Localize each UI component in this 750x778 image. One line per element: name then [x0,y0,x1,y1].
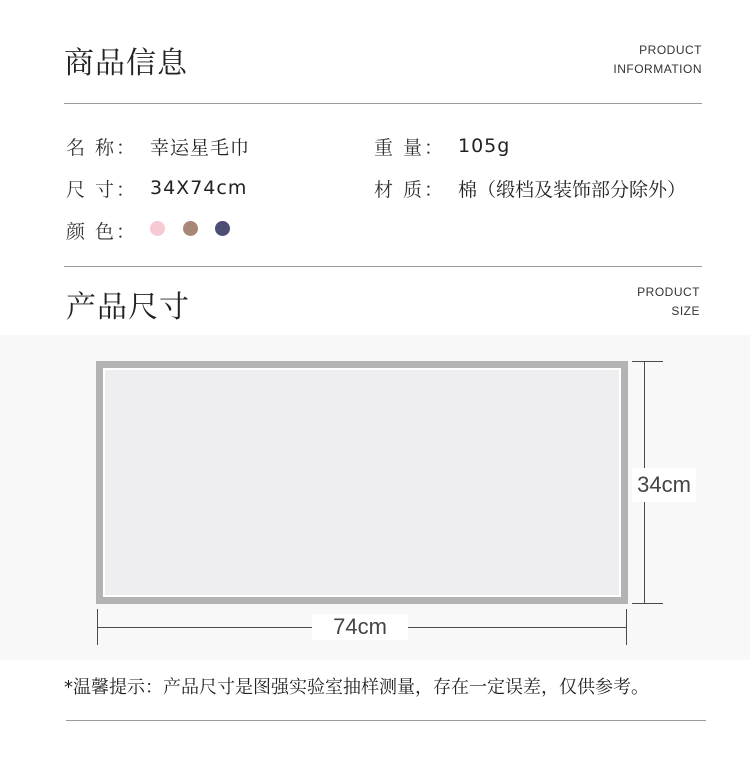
size-label: 尺 寸： [66,179,138,201]
size-value: 34X74cm [150,177,248,199]
height-dimension-label: 34cm [632,468,696,502]
subtitle-line-2: INFORMATION [613,62,702,76]
weight-label: 重 量： [374,137,446,159]
weight-value: 105g [458,135,511,157]
divider [64,266,702,267]
section-title-product-size: 产品尺寸 [66,290,190,325]
height-dimension-cap-bottom [632,603,663,604]
name-label: 名 称： [66,137,138,159]
towel-outline [96,361,628,604]
section-subtitle-product-info [590,41,702,79]
width-dimension-cap-left [97,609,98,645]
towel-body [103,368,621,597]
subtitle-line-1: PRODUCT [637,285,700,299]
section-subtitle-product-size [590,283,700,321]
material-label: 材 质： [374,179,446,201]
color-swatch-brown [183,221,198,236]
section-title-product-info: 商品信息 [64,46,188,81]
subtitle-line-1: PRODUCT [639,43,702,57]
divider [64,103,702,104]
color-label: 颜 色： [66,221,138,243]
width-dimension-label: 74cm [312,614,408,640]
color-swatch-pink [150,221,165,236]
color-swatch-navy [215,221,230,236]
divider [66,720,706,721]
subtitle-line-2: SIZE [671,304,700,318]
height-dimension-cap-top [632,361,663,362]
material-value: 棉（缎档及装饰部分除外） [458,179,687,201]
width-dimension-cap-right [626,609,627,645]
disclaimer-note: *温馨提示：产品尺寸是图强实验室抽样测量，存在一定误差，仅供参考。 [64,677,649,698]
name-value: 幸运星毛巾 [150,137,251,159]
